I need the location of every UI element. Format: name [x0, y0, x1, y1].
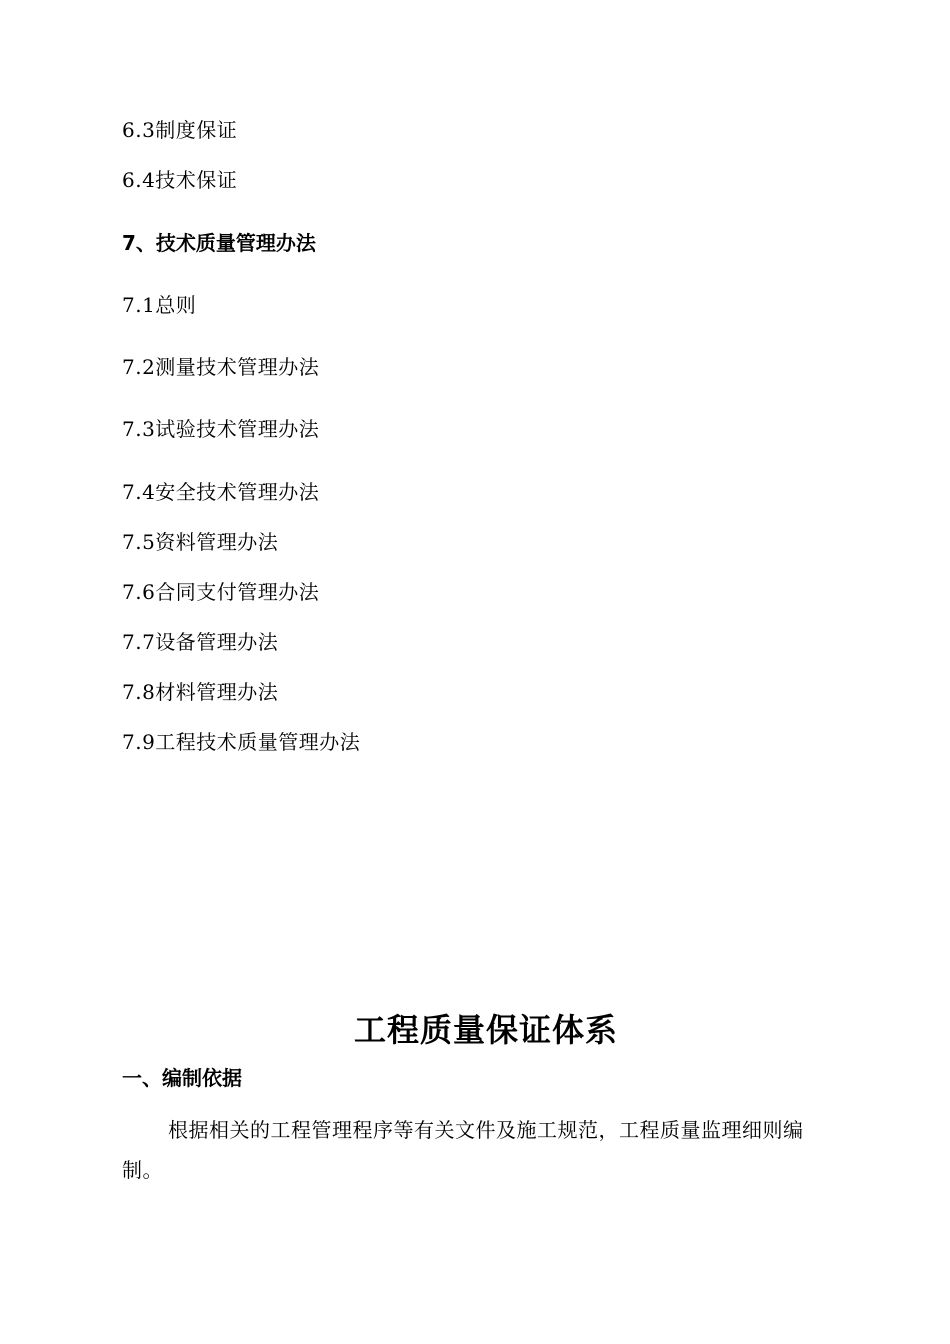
- toc-item-7-7: 7.7设备管理办法: [122, 630, 279, 654]
- section-heading: 一、编制依据: [122, 1066, 242, 1090]
- toc-item-7-8: 7.8材料管理办法: [122, 680, 279, 704]
- toc-item-7-1: 7.1总则: [122, 293, 197, 317]
- toc-item-7-9: 7.9工程技术质量管理办法: [122, 730, 361, 754]
- toc-section-7-heading: 7、技术质量管理办法: [122, 231, 316, 255]
- toc-item-7-2: 7.2测量技术管理办法: [122, 355, 320, 379]
- toc-item-7-6: 7.6合同支付管理办法: [122, 580, 320, 604]
- toc-item-7-5: 7.5资料管理办法: [122, 530, 279, 554]
- toc-item-6-4: 6.4技术保证: [122, 168, 238, 192]
- toc-item-7-3: 7.3试验技术管理办法: [122, 417, 320, 441]
- toc-item-6-3: 6.3制度保证: [122, 118, 238, 142]
- document-title: 工程质量保证体系: [353, 1011, 618, 1049]
- toc-item-7-4: 7.4安全技术管理办法: [122, 480, 320, 504]
- body-paragraph: 根据相关的工程管理程序等有关文件及施工规范，工程质量监理细则编制。: [122, 1118, 804, 1182]
